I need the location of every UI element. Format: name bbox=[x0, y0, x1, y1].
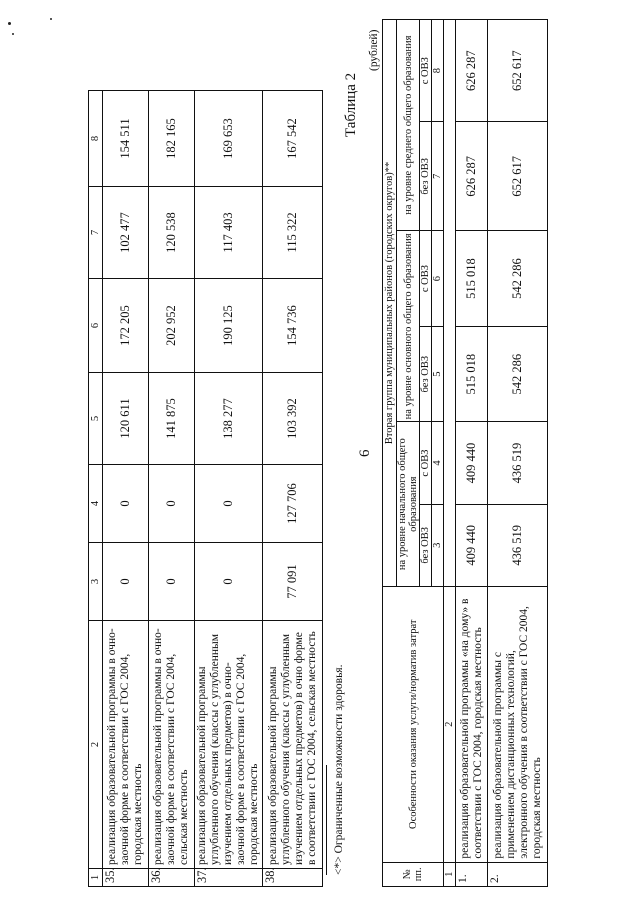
table-row bbox=[263, 91, 323, 887]
row-number: 37. bbox=[195, 869, 263, 887]
table-2-index-row bbox=[444, 20, 456, 887]
cell-value: 515 018 bbox=[456, 231, 488, 327]
cell-value: 626 287 bbox=[456, 20, 488, 122]
row-description: реализация образовательной программы в очно-заочной форме в соответствии с ГОС 2004, сельская местность bbox=[149, 621, 195, 869]
row-description: реализация образовательной программы в очно-заочной форме в соответствии с ГОС 2004, городская местность bbox=[103, 621, 149, 869]
header-cell: 5 bbox=[89, 373, 103, 465]
cell-value: 652 617 bbox=[488, 20, 548, 122]
table-1 bbox=[88, 90, 323, 887]
cell-value: 190 125 bbox=[195, 279, 263, 373]
header-cell: 8 bbox=[89, 91, 103, 187]
index-cell: 8 bbox=[432, 20, 444, 122]
group-title: Вторая группа муниципальных районов (городских округов)** bbox=[383, 20, 397, 587]
table-row bbox=[488, 20, 548, 887]
cell-value: 515 018 bbox=[456, 326, 488, 422]
index-cell: 5 bbox=[432, 326, 444, 422]
ovz-header: без ОВЗ bbox=[420, 326, 432, 422]
header-cell: 3 bbox=[89, 543, 103, 621]
index-cell: 2 bbox=[444, 586, 456, 862]
table-row bbox=[149, 91, 195, 887]
header-cell: 1 bbox=[89, 869, 103, 887]
ovz-header: с ОВЗ bbox=[420, 231, 432, 327]
cell-value: 138 277 bbox=[195, 373, 263, 465]
index-cell: 1 bbox=[444, 862, 456, 886]
ovz-header: с ОВЗ bbox=[420, 422, 432, 504]
cell-value: 0 bbox=[149, 465, 195, 543]
header-cell: 4 bbox=[89, 465, 103, 543]
table-row bbox=[103, 91, 149, 887]
row-description: реализация образовательной программы углубленного обучения (классы с углубленным изучением отдельных предметов) в очно форме в соответствии с ГОС 2004, сельская местность bbox=[263, 621, 323, 869]
row-description: реализация образовательной программы углубленного обучения (классы с углубленным изучением отдельных предметов) в очно-заочной форме в соответствии с ГОС 2004, городская местность bbox=[195, 621, 263, 869]
ovz-header: без ОВЗ bbox=[420, 504, 432, 586]
index-cell: 3 bbox=[432, 504, 444, 586]
cell-value: 77 091 bbox=[263, 543, 323, 621]
cell-value: 167 542 bbox=[263, 91, 323, 187]
cell-value: 626 287 bbox=[456, 122, 488, 231]
row-number: 2. bbox=[488, 862, 548, 886]
column-description-header: Особенности оказания услуги/норматив затрат bbox=[383, 586, 444, 862]
header-cell: 2 bbox=[89, 621, 103, 869]
index-spacer bbox=[444, 20, 456, 587]
cell-value: 154 511 bbox=[103, 91, 149, 187]
cell-value: 115 322 bbox=[263, 187, 323, 279]
column-number-header: № пп. bbox=[383, 862, 444, 886]
cell-value: 0 bbox=[103, 543, 149, 621]
footnote-separator bbox=[326, 765, 327, 875]
cell-value: 172 205 bbox=[103, 279, 149, 373]
cell-value: 0 bbox=[149, 543, 195, 621]
index-cell: 6 bbox=[432, 231, 444, 327]
table-1-header-row bbox=[89, 91, 103, 887]
row-description: реализация образовательной программы «на дому» в соответствии с ГОС 2004, городская местность bbox=[456, 586, 488, 862]
cell-value: 0 bbox=[195, 465, 263, 543]
cell-value: 202 952 bbox=[149, 279, 195, 373]
cell-value: 409 440 bbox=[456, 504, 488, 586]
level-header: на уровне начального общего образования bbox=[397, 422, 420, 587]
cell-value: 652 617 bbox=[488, 122, 548, 231]
table-2-unit: (рублей) bbox=[368, 29, 380, 71]
cell-value: 154 736 bbox=[263, 279, 323, 373]
level-header: на уровне основного общего образования bbox=[397, 231, 420, 422]
ovz-header: с ОВЗ bbox=[420, 20, 432, 122]
cell-value: 182 165 bbox=[149, 91, 195, 187]
row-description: реализация образовательной программы с применением дистанционных технологий, электронного обучения в соответствии с ГОС 2004, городская местность bbox=[488, 586, 548, 862]
cell-value: 542 286 bbox=[488, 326, 548, 422]
level-header: на уровне среднего общего образования bbox=[397, 20, 420, 231]
row-number: 35. bbox=[103, 869, 149, 887]
cell-value: 102 477 bbox=[103, 187, 149, 279]
cell-value: 169 653 bbox=[195, 91, 263, 187]
row-number: 36. bbox=[149, 869, 195, 887]
cell-value: 141 875 bbox=[149, 373, 195, 465]
index-cell: 4 bbox=[432, 422, 444, 504]
header-cell: 6 bbox=[89, 279, 103, 373]
cell-value: 103 392 bbox=[263, 373, 323, 465]
cell-value: 0 bbox=[195, 543, 263, 621]
table-row bbox=[195, 91, 263, 887]
cell-value: 117 403 bbox=[195, 187, 263, 279]
table-2 bbox=[382, 19, 548, 887]
cell-value: 0 bbox=[103, 465, 149, 543]
header-cell: 7 bbox=[89, 187, 103, 279]
cell-value: 120 611 bbox=[103, 373, 149, 465]
table-row bbox=[456, 20, 488, 887]
row-number: 38. bbox=[263, 869, 323, 887]
cell-value: 436 519 bbox=[488, 504, 548, 586]
cell-value: 542 286 bbox=[488, 231, 548, 327]
cell-value: 120 538 bbox=[149, 187, 195, 279]
table-2-caption: Таблица 2 bbox=[343, 72, 359, 137]
ovz-header: без ОВЗ bbox=[420, 122, 432, 231]
page-number: 6 bbox=[357, 449, 373, 457]
cell-value: 127 706 bbox=[263, 465, 323, 543]
cell-value: 409 440 bbox=[456, 422, 488, 504]
cell-value: 436 519 bbox=[488, 422, 548, 504]
table-2-header-row bbox=[383, 20, 397, 887]
footnote: <*> Ограниченные возможности здоровья. bbox=[333, 664, 345, 875]
row-number: 1. bbox=[456, 862, 488, 886]
index-cell: 7 bbox=[432, 122, 444, 231]
